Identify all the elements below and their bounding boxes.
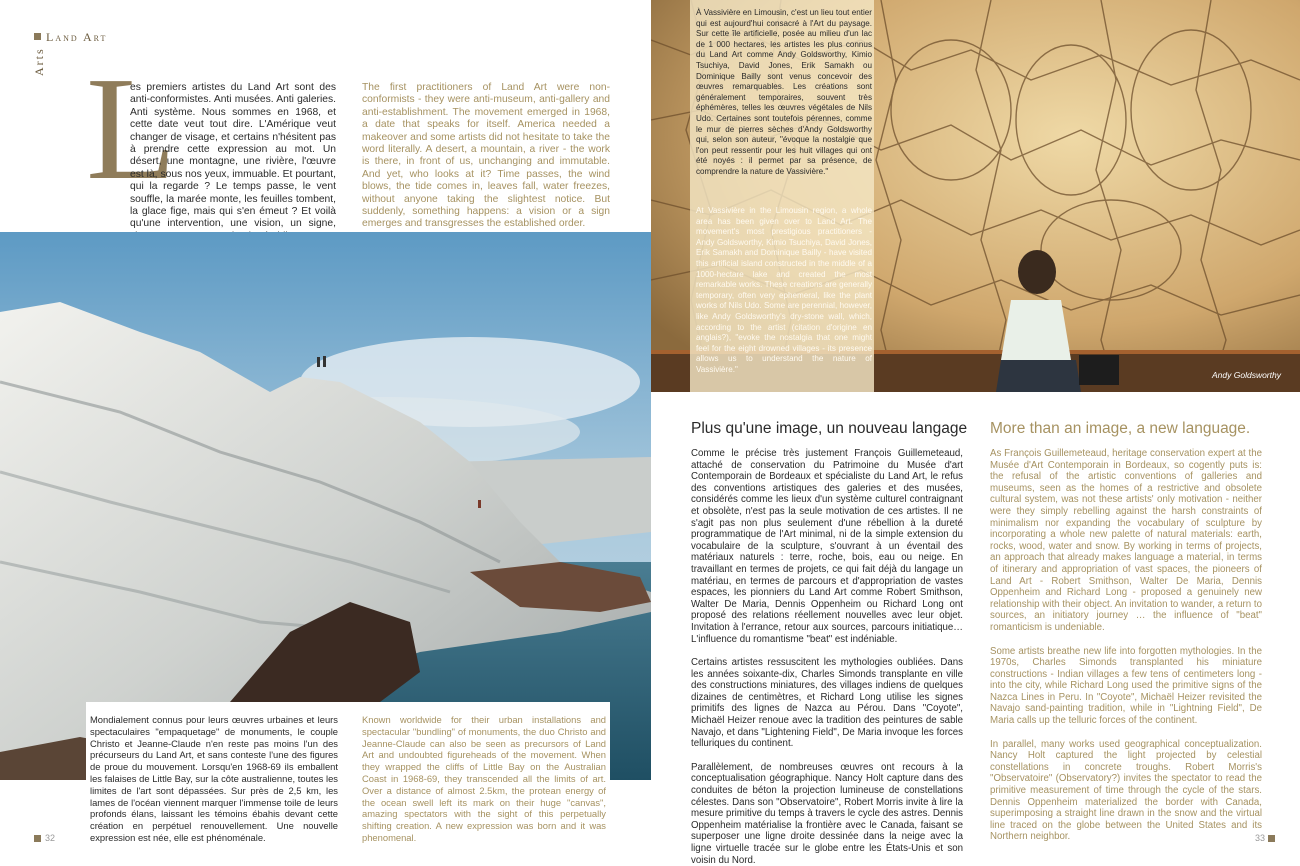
- vassiviere-french-text: À Vassivière en Limousin, c'est un lieu tout entier qui est aujourd'hui consacré à l'Art du paysage. Sur cette île artificielle, posée au milieu d'un lac de 1 000 hectares, les artistes les plus connus du Land Art comme Andy Goldsworthy, Kimio Tsuchiya, David Jones, Erik Samakh ou Dominique Bailly sont venus concevoir des œuvres remarquables. Les créations sont généralement temporaires, souvent très éphémères, telles les œuvres végétales de Nils Udo. Certaines sont toutefois pérennes, comme le mur de pierres sèches d'Andy Goldsworthy qui, selon son auteur, "évoque la nostalgie que l'on peut ressentir pour les huit villages qui ont été noyés : il permet par sa présence, de comprendre la nature de Vassivière.": [696, 8, 872, 176]
- drop-cap: L: [86, 47, 177, 211]
- page-number-marker-right: [1268, 835, 1275, 842]
- section-title: Land Art: [46, 30, 108, 44]
- french-paragraph-1: Comme le précise très justement François Guillemeteaud, attaché de conservation du Patrimoine du Musée d'art Contemporain de Bordeaux et spécialiste du Land Art, le refus des conventions artistiques des galeries et des musées, considérés comme les lieux d'un système culturel contraignant et obsolète, n'est pas la seule motivation de ces artistes. Il ne s'agit pas non plus seulement d'une rébellion à la dureté programmatique de l'Art minimal, ni de la simple extension du vocabulaire de la sculpture, s'ouvrant à un éventail des matériaux naturels : terre, roche, bois, eau ou neige. En travaillant en termes de projets, ce qui fait déjà du langage un matériau, en termes de parcours et d'appropriation de vastes espaces, les pionniers du Land Art comme Robert Smithson, Walter De Maria, Dennis Oppenheim ou Richard Long ont proposé des relations réellement nouvelles avec leur objet. Invitation à l'errance, retour aux sources, parcours initiatique… L'influence du romantisme "beat" est indéniable.: [691, 448, 963, 645]
- section-marker: [34, 33, 41, 40]
- page-number-right: 33: [1255, 833, 1266, 843]
- page-number-left: 32: [45, 833, 56, 843]
- section-heading-french: Plus qu'une image, un nouveau langage: [691, 420, 968, 437]
- english-paragraph-1: As François Guillemeteaud, heritage conservation expert at the Musée d'Art Contemporain in Bordeaux, so cogently puts is: the refusal of the artistic conventions of galleries and museums, seen as the homes of a restrictive and obsolete cultural system, was not these artists' only motivation - neither were they simply rebelling against the harsh constraints of minimalism nor expanding the vocabulary of sculpture by incorporating a whole new palette of natural materials: earth, rocks, wood, water and snow. By working in terms of projects, an approach that already makes language a material, in terms of itinerary and appropriation of vast spaces, the pioneers of Land Art - Robert Smithson, Walter De Maria, Dennis Oppenheim and Richard Long - proposed a genuinely new relationship with their object. An invitation to wander, a return to sources, an initiatory journey … the influence of "beat" romanticism is undeniable.: [990, 448, 1262, 633]
- page-number-marker-left: [34, 835, 41, 842]
- caption-english-text: Known worldwide for their urban installations and spectacular "bundling" of monuments, the duo Christo and Jeanne-Claude can also be seen as precursors of Land Art and undoubted figureheads of the movement. When they wrapped the cliffs of Little Bay on the Australian Coast in 1968-69, they transcended all the limits of art. Over a distance of almost 2.5km, the protean energy of the ocean swell left its mark on their huge "canvas", amazing spectators with the sight of this perpetually shifting creation. A new expression was born and it was phenomenal.: [362, 714, 606, 843]
- intro-french-text: es premiers artistes du Land Art sont des anti-conformistes. Anti musées. Anti galeries. Anti système. Nous sommes en 1968, et cette date veut tout dire. L'Amérique veut changer de visage, et certains n'hésitent pas à prendre cette expression au mot. Un désert, une montagne, une rivière, l'œuvre est là, sous nos yeux, immuable. Et pourtant, qui la regarde ? Le temps passe, le vent souffle, la marée monte, les feuilles tombent, la glace fige, mais qui s'en émeut ? Et voilà qu'une intervention, une vision, un signe,: [130, 82, 336, 230]
- french-paragraph-3: Parallèlement, de nombreuses œuvres ont recours à la conceptualisation géographique. Nancy Holt capture dans des conduites de béton la projection lumineuse de constellations célestes. Dans son "Observatoire", Robert Morris invite à lire la mesure primitive du temps à travers le cycle des astres. Dennis Oppenheim matérialise la frontière avec le Canada, faisant se superposer une ligne droite dessinée dans la neige avec la ligne virtuelle tracée sur le globe entre les États-Unis et son voisin du Nord.: [691, 761, 963, 866]
- french-paragraph-2: Certains artistes ressuscitent les mythologies oubliées. Dans les années soixante-dix, Charles Simonds transplante en ville des constructions miniatures, des villages indiens de quelques dizaines de centimètres, et Richard Long utilise les signes primitifs des lignes de Nazca au Pérou. Dans "Coyote", Michaël Heizer renoue avec la tradition des peintures de sable Navajo, et dans "Lightening Field", De Maria invoque les forces telluriques du continent.: [691, 657, 963, 750]
- english-paragraph-3: In parallel, many works used geographical conceptualization. Nancy Holt captured the light projected by celestial constellations in concrete troughs. Robert Morris's "Observatoire" (Observatory?) invites the spectator to read the primitive measurement of time through the cycle of the stars. Dennis Oppenheim materialized the border with Canada, superimposing a straight line drawn in the snow and the virtual line traced on the globe between the United States and its Northern neighbor.: [990, 738, 1262, 843]
- vassiviere-english-text: At Vassivière in the Limousin region, a whole area has been given over to Land Art. The movement's most prestigious practitioners - Andy Goldsworthy, Kimio Tsuchiya, David Jones, Erik Samakh and Dominique Bailly - have visited this artificial island constructed in the middle of a 1000-hectare lake and created the most remarkable works. These creations are generally temporary, often very ephemeral, like the plant works of Nils Udo. Some are perennial, however, like Andy Goldsworthy's dry-stone wall, which, according to the artist (citation d'origine en anglais?), "evoke the nostalgia that one might feel for the eight drowned villages - its presence allows us to understand the nature of Vassivière.": [696, 206, 872, 374]
- wrapped-coast-photo: [0, 232, 651, 780]
- english-column: [990, 448, 1262, 843]
- intro-english-text: The first practitioners of Land Art were non-conformists - they were anti-museum, anti-gallery and anti-establishment. The movement emerged in 1968, a date that speaks for itself. America needed a makeover and some artists did not hesitate to take the word literally. A desert, a mountain, a river - the work is there, in front of us, unchanging and immutable. And yet, who looks at it? Time passes, the wind blows, the tide comes in, leaves fall, water freezes, without anyone taking the slightest notice. But suddenly, something happens: a vision or a sign emerges and transgresses the established order.: [362, 82, 610, 230]
- photo-credit: Andy Goldsworthy: [1212, 370, 1281, 380]
- english-paragraph-2: Some artists breathe new life into forgotten mythologies. In the 1970s, Charles Simonds transplanted his miniature constructions - Indian villages a few tens of centimeters long - into the city, while Richard Long used the primitive signs of the Nazca Lines in Peru. In "Coyote", Michaël Heizer revisited the Navajo sand-painting tradition, while in "Lightning Field", De Maria calls up the telluric forces of the continent.: [990, 645, 1262, 727]
- vertical-section-label: Arts: [32, 47, 46, 76]
- wrapped-coast-illustration: [0, 232, 651, 780]
- caption-french-text: Mondialement connus pour leurs œuvres urbaines et leurs spectaculaires "empaquetage" de monuments, le couple Christo et Jeanne-Claude n'en reste pas moins l'un des précurseurs du Land Art, et sans conteste l'une des figures de proue du mouvement. Lorsqu'en 1968-69 ils emballent les falaises de Little Bay, sur la côte australienne, toutes les limites de l'art sont dépassées. Sur près de 2,5 km, les lames de l'océan viennent marquer l'immense toile de leurs profonds élans, laissant les témoins ébahis devant cette création en perpétuel renouvellement. Une nouvelle expression est née, elle est phénoménale.: [90, 714, 338, 843]
- section-heading-english: More than an image, a new language.: [990, 420, 1251, 437]
- french-column: [691, 448, 963, 866]
